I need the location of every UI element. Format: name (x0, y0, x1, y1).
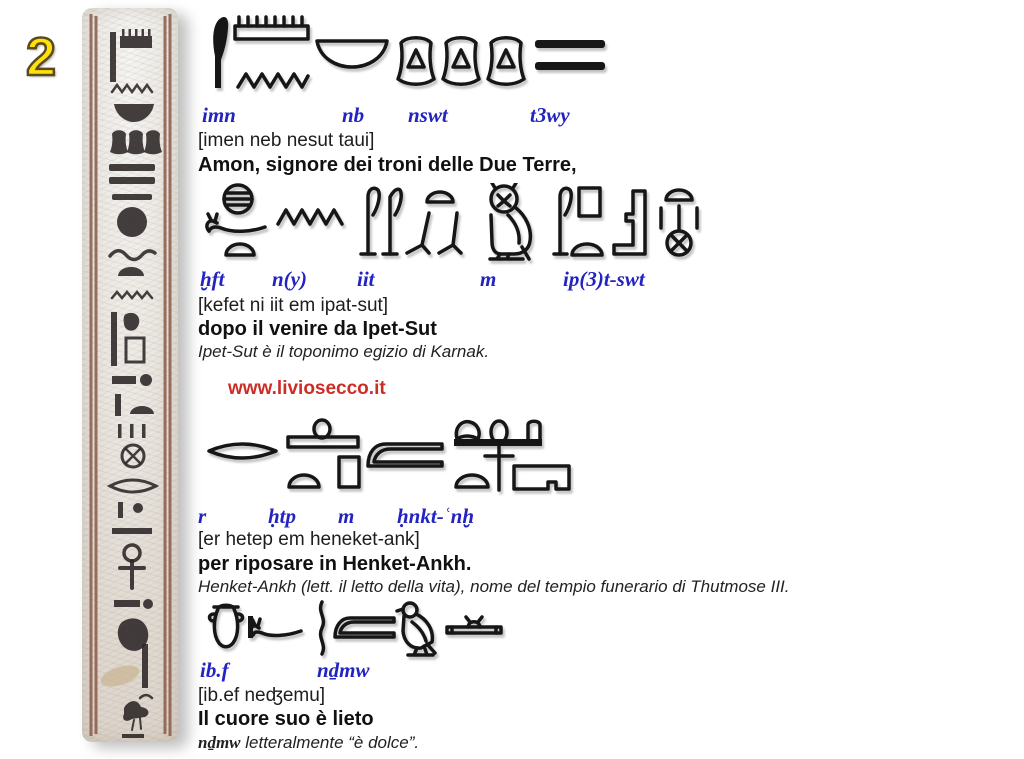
viper-f-icon (251, 619, 301, 635)
bread-t-icon (572, 244, 602, 255)
phonetic-line: [er hetep em heneket-ank] (198, 529, 420, 550)
mouth-r-icon (209, 444, 276, 458)
phonetic-line: [kefet ni iit em ipat-sut] (198, 295, 389, 316)
transliteration-word: ḫft (200, 267, 225, 291)
transliteration-word: nḏmw (317, 658, 370, 682)
transliteration-word: r (198, 504, 207, 528)
transliteration-word: ip(3)t-swt (563, 267, 645, 291)
hieroglyph-row-4 (205, 600, 505, 658)
translation-line: Il cuore suo è lieto (198, 708, 374, 730)
transliteration-word: imn (202, 103, 236, 127)
hieroglyph-row-1 (205, 14, 605, 98)
transliteration-word: nswt (408, 103, 448, 127)
translation-line: Amon, signore dei troni delle Due Terre, (198, 154, 577, 176)
basket-nb-icon (317, 41, 387, 67)
offering-table-htp-icon (288, 420, 359, 487)
walking-legs-icon (407, 213, 461, 253)
sickle-m-icon (368, 444, 442, 466)
water-ripple-n-icon (278, 210, 342, 224)
bread-t-icon (226, 244, 254, 255)
hieroglyph-row-2 (205, 183, 705, 261)
transliteration-word: nb (342, 103, 365, 127)
reed-leaf-icon (361, 188, 379, 254)
bread-t-icon (427, 192, 453, 202)
note-lead-word: nḏmw (198, 733, 241, 752)
reed-leaf-icon (554, 188, 571, 254)
viper-f-icon (207, 214, 265, 231)
website-watermark: www.liviosecco.it (228, 378, 386, 399)
transliteration-word: m (480, 267, 497, 291)
reed-leaf-icon (383, 189, 401, 254)
transliteration-word: m (338, 504, 355, 528)
stool-p-icon (579, 188, 600, 216)
game-board-mn-icon (235, 17, 308, 39)
stone-column-photo (82, 8, 178, 742)
owl-m-icon (490, 183, 530, 259)
two-land-strokes-icon (535, 40, 605, 70)
sweet-determinative-icon (447, 617, 501, 633)
translation-line: dopo il venire da Ipet-Sut (198, 318, 437, 340)
note-line (198, 733, 419, 753)
phonetic-line: [imen neb nesut taui] (198, 130, 375, 151)
note-line: Ipet-Sut è il toponimo egizio di Karnak. (198, 342, 490, 361)
water-ripple-n-icon (238, 74, 308, 87)
reed-leaf-icon (213, 17, 228, 88)
henket-ankh-group-icon (454, 421, 569, 490)
column-hieroglyph-marks (98, 29, 162, 738)
pot-st-icon (488, 38, 524, 85)
transliteration-word: t3wy (530, 103, 570, 127)
pot-st-icon (443, 38, 479, 85)
city-niwt-icon (661, 190, 697, 255)
hieroglyph-row-3 (205, 418, 585, 494)
page-number: 2 (26, 27, 57, 87)
note-line: Henket-Ankh (lett. il letto della vita), nome del tempio funerario di Thutmose III. (198, 577, 790, 596)
throne-st-icon (614, 191, 645, 254)
pod-nedjem-icon (321, 602, 324, 654)
quail-chick-w-icon (397, 603, 435, 655)
transliteration-word: n(y) (272, 267, 307, 291)
stone-column-glyphs (82, 8, 178, 742)
transliteration-word: iit (357, 267, 375, 291)
phonetic-line: [ib.ef neʤemu] (198, 685, 326, 706)
placenta-kh-icon (224, 185, 252, 213)
transliteration-word: ḥnkt-ʿnḫ (397, 504, 475, 528)
note-rest-text: letteralmente “è dolce”. (240, 733, 420, 752)
sickle-icon (335, 618, 394, 637)
translation-line: per riposare in Henket-Ankh. (198, 553, 472, 575)
transliteration-word: ib.f (200, 658, 229, 682)
heart-ib-icon (210, 605, 243, 647)
transliteration-word: ḥtp (268, 504, 297, 528)
pot-st-icon (398, 38, 434, 85)
